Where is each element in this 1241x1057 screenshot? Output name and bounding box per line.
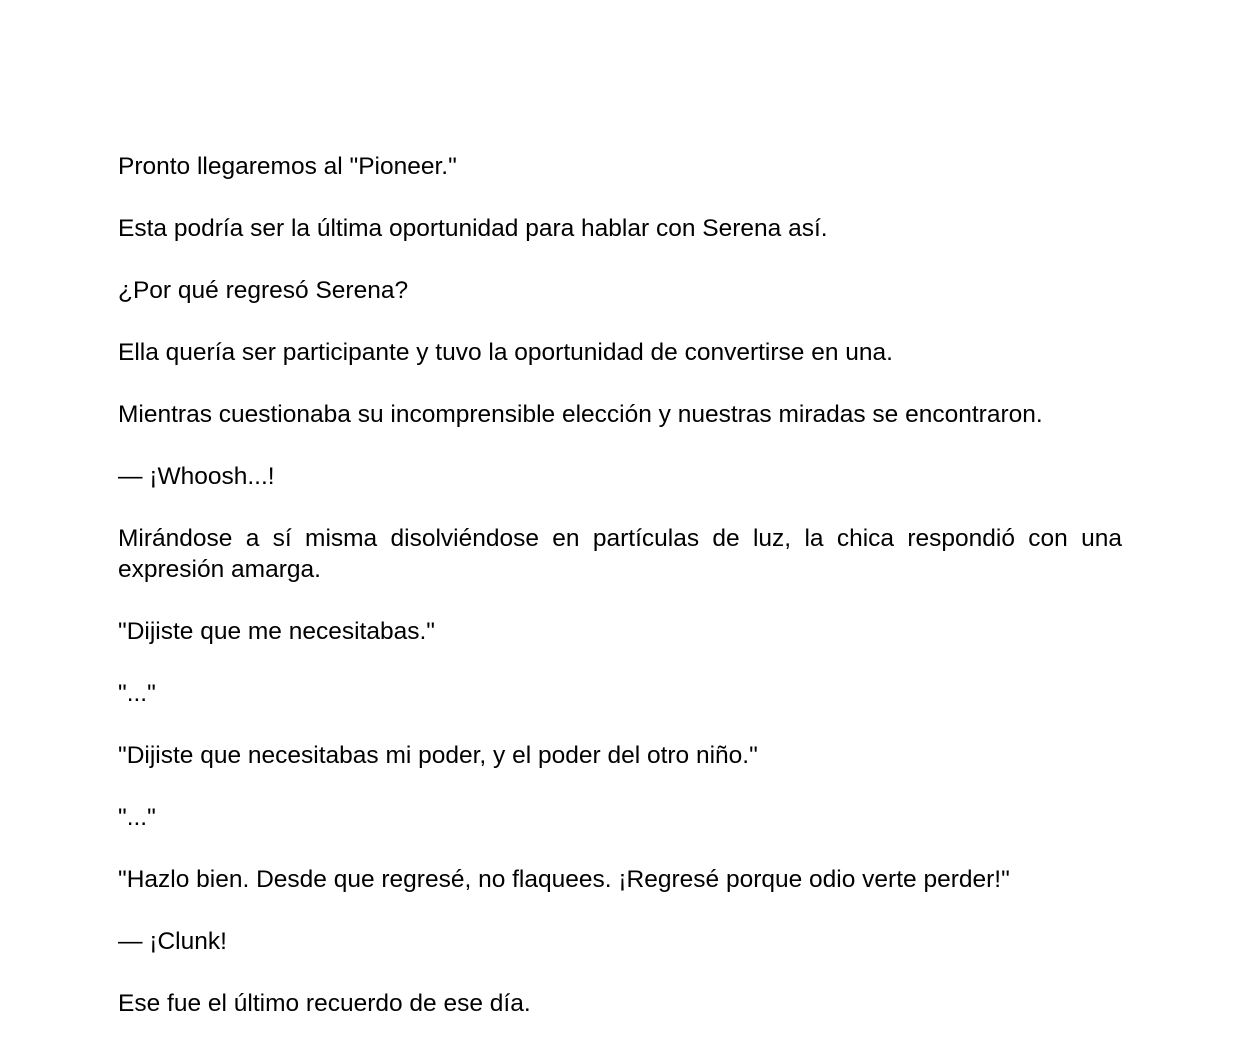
dialogue-ellipsis-1: "..." [118,680,156,707]
paragraph-5: Mientras cuestionaba su incomprensible elección y nuestras miradas se encontraron. [118,401,1043,428]
paragraph-14: Ese fue el último recuerdo de ese día. [118,990,531,1017]
dialogue-line-3: "Hazlo bien. Desde que regresé, no flaquees. ¡Regresé porque odio verte perder!" [118,866,1010,893]
sound-effect-clunk: — ¡Clunk! [118,928,227,955]
dialogue-ellipsis-2: "..." [118,804,156,831]
paragraph-1: Pronto llegaremos al "Pioneer." [118,153,457,180]
paragraph-2: Esta podría ser la última oportunidad para hablar con Serena así. [118,215,828,242]
document-body [118,151,1122,1050]
paragraph-7: Mirándose a sí misma disolviéndose en partículas de luz, la chica respondió con una expresión amarga. [118,525,1122,583]
paragraph-3: ¿Por qué regresó Serena? [118,277,409,304]
dialogue-line-2: "Dijiste que necesitabas mi poder, y el poder del otro niño." [118,742,758,769]
dialogue-line-1: "Dijiste que me necesitabas." [118,618,435,645]
paragraph-4: Ella quería ser participante y tuvo la oportunidad de convertirse en una. [118,339,893,366]
sound-effect-whoosh: — ¡Whoosh...! [118,463,275,490]
